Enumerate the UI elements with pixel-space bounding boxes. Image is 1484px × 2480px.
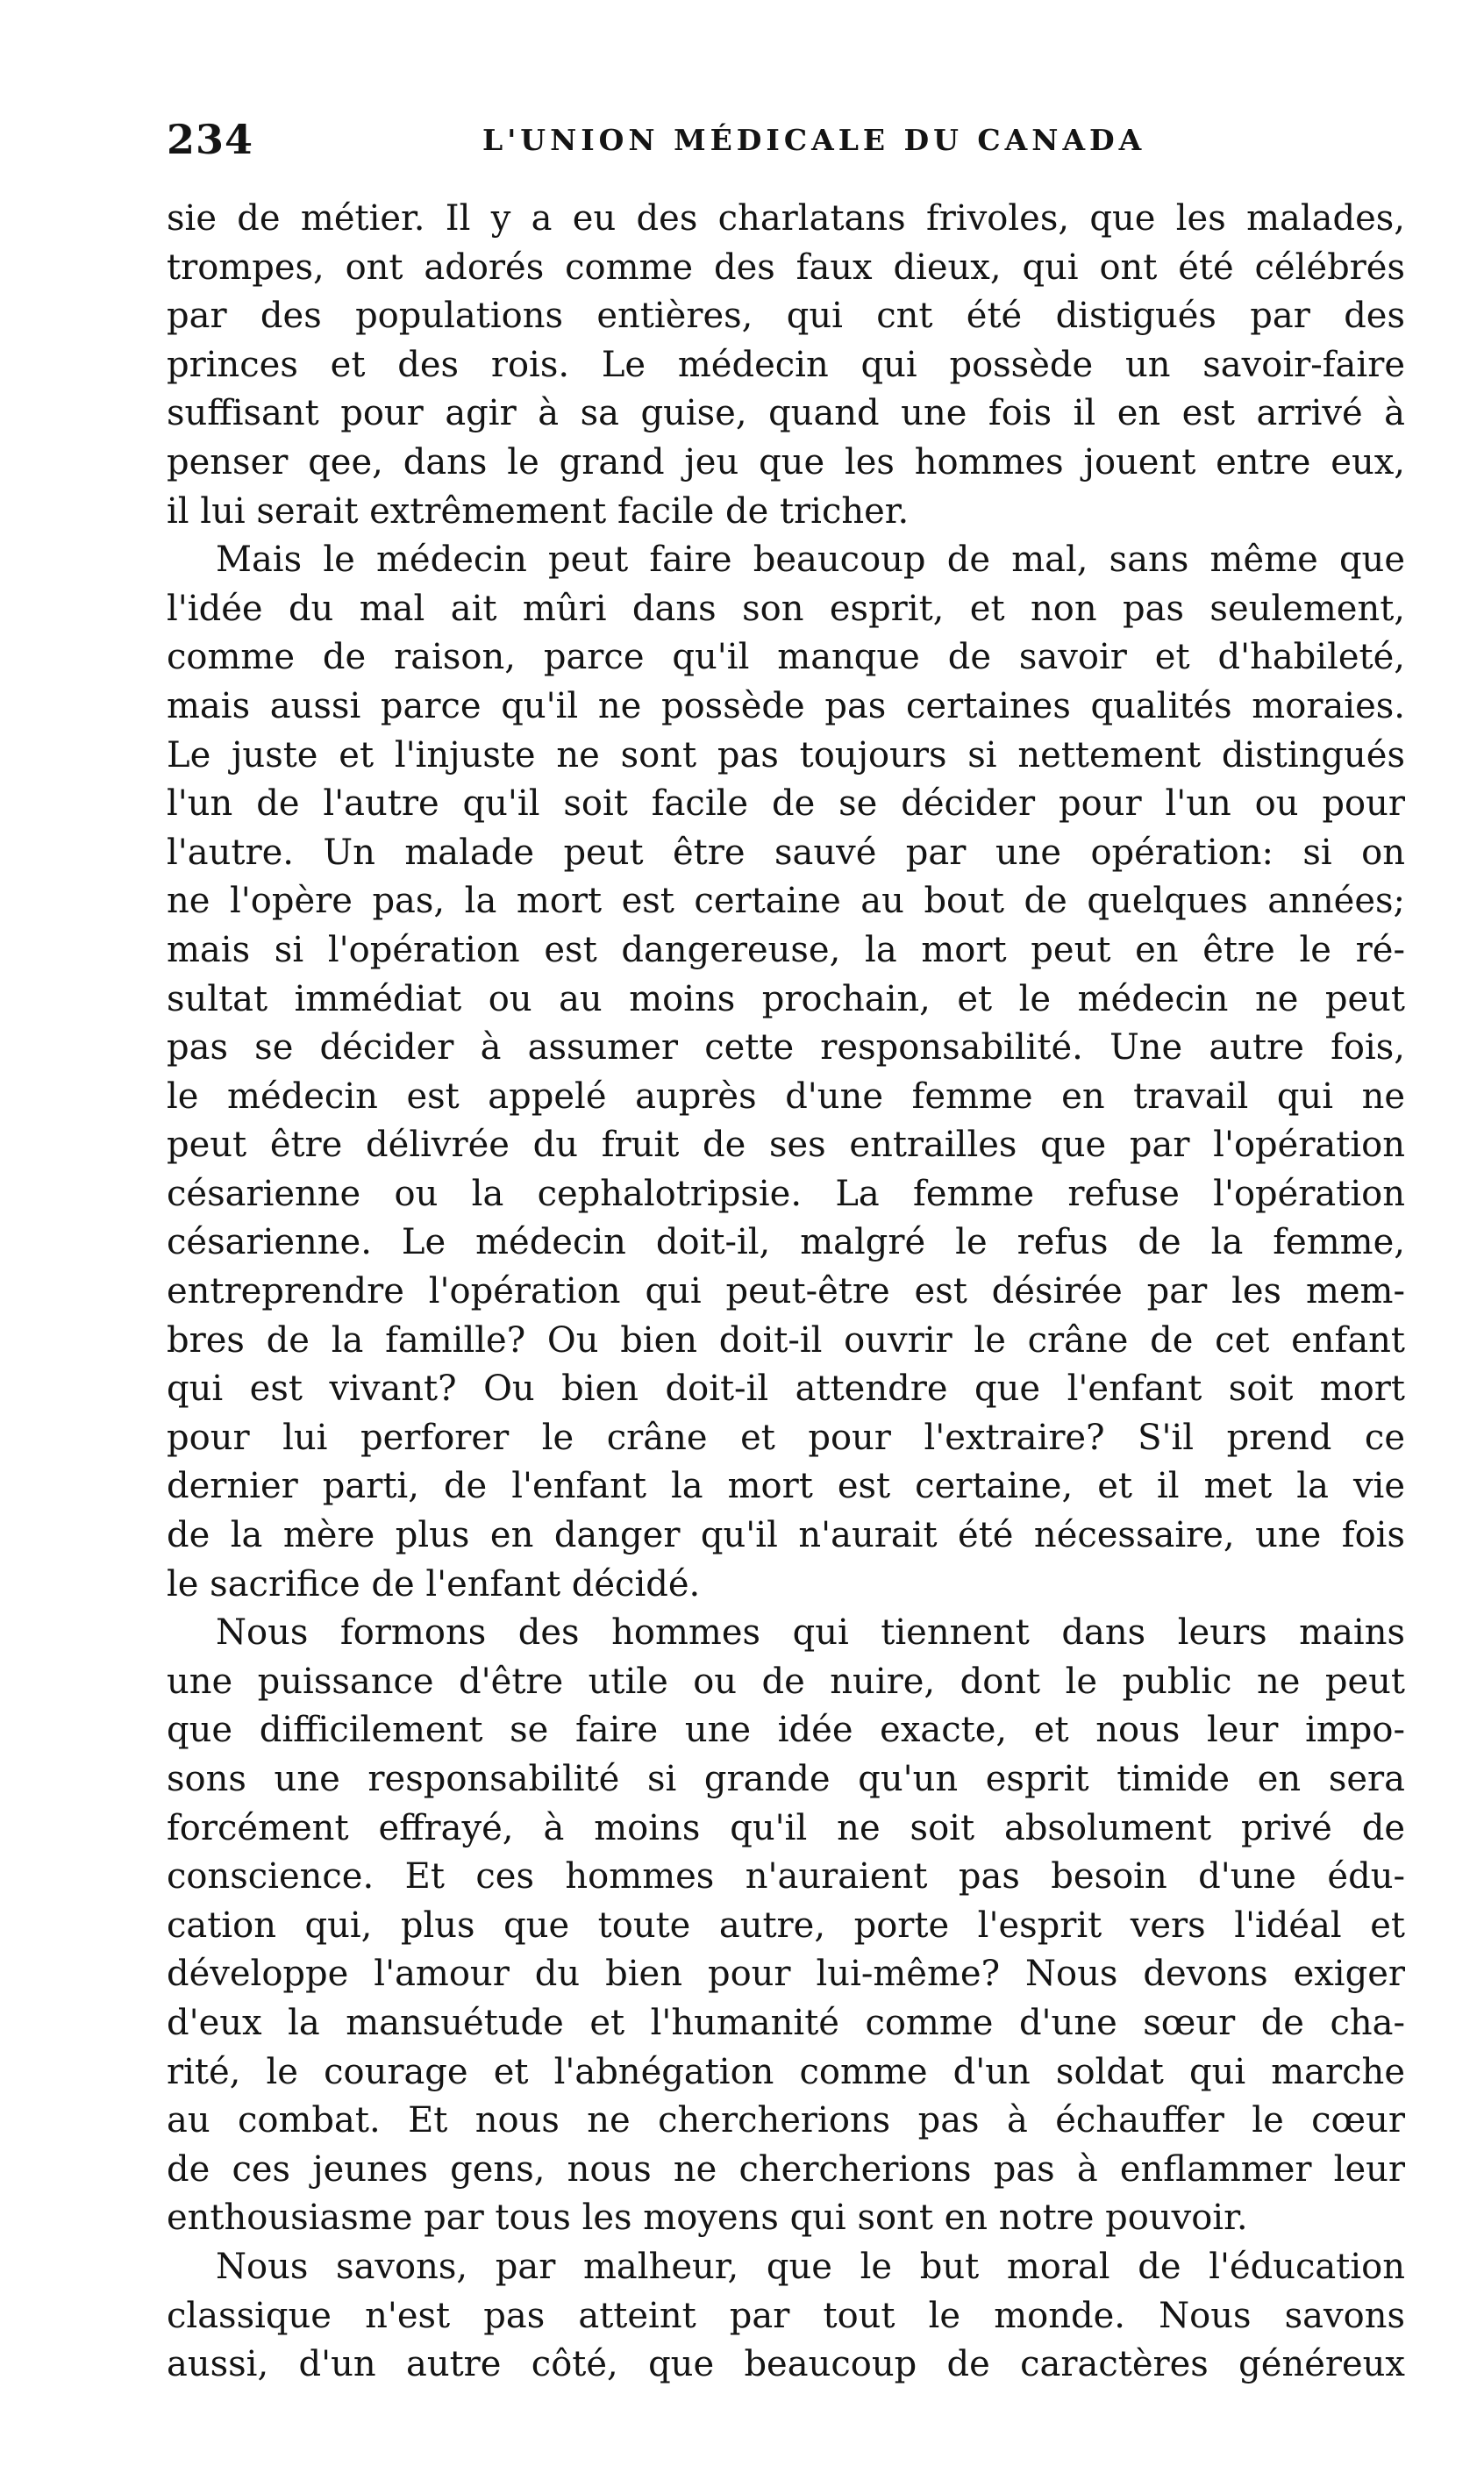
text-line: peut être délivrée du fruit de ses entrailles que par l'opération [167,1125,1405,1166]
text-line: entreprendre l'opération qui peut-être est désirée par les mem- [167,1271,1405,1312]
page-number: 234 [167,116,254,163]
text-line: pour lui perforer le crâne et pour l'extraire? S'il prend ce [167,1417,1405,1458]
text-line: sons une responsabilité si grande qu'un esprit timide en sera [167,1759,1405,1799]
text-line: penser qee, dans le grand jeu que les hommes jouent entre eux, [167,441,1405,482]
text-line: sultat immédiat ou au moins prochain, et le médecin ne peut [167,978,1405,1019]
text-line: le médecin est appelé auprès d'une femme en travail qui ne [167,1076,1405,1117]
text-line: de la mère plus en danger qu'il n'aurait été nécessaire, une fois [167,1515,1405,1556]
paragraph [167,2243,1405,2390]
text-line: le sacrifice de l'enfant décidé. [167,1563,701,1604]
text-line: Nous formons des hommes qui tiennent dans leurs mains [216,1612,1405,1654]
text-line: princes et des rois. Le médecin qui possède un savoir-faire [167,344,1405,385]
text-line: l'autre. Un malade peut être sauvé par une opération: si on [167,832,1405,873]
text-line: qui est vivant? Ou bien doit-il attendre que l'enfant soit mort [167,1369,1405,1410]
text-line: Mais le médecin peut faire beaucoup de mal, sans même que [216,540,1405,581]
text-line: césarienne. Le médecin doit-il, malgré le refus de la femme, [167,1222,1405,1263]
paragraph [167,195,1405,536]
text-line: bres de la famille? Ou bien doit-il ouvrir le crâne de cet enfant [167,1319,1405,1361]
text-line: mais si l'opération est dangereuse, la mort peut en être le ré- [167,929,1405,970]
paragraph [167,1609,1405,2243]
text-line: que difficilement se faire une idée exacte, et nous leur impo- [167,1710,1405,1751]
text-line: l'un de l'autre qu'il soit facile de se décider pour l'un ou pour [167,783,1405,825]
text-line: d'eux la mansuétude et l'humanité comme d'une sœur de cha- [167,2002,1405,2043]
text-line: pas se décider à assumer cette responsabilité. Une autre fois, [167,1027,1405,1068]
running-head: L'UNION MÉDICALE DU CANADA [482,123,1146,157]
text-line: forcément effrayé, à moins qu'il ne soit absolument privé de [167,1807,1405,1848]
text-line: ne l'opère pas, la mort est certaine au bout de quelques années; [167,881,1405,922]
text-line: cation qui, plus que toute autre, porte l'esprit vers l'idéal et [167,1905,1405,1946]
text-line: sie de métier. Il y a eu des charlatans frivoles, que les malades, [167,198,1405,239]
text-line: Le juste et l'injuste ne sont pas toujours si nettement distingués [167,734,1405,775]
text-line: par des populations entières, qui cnt été distigués par des [167,296,1405,337]
text-line: une puissance d'être utile ou de nuire, dont le public ne peut [167,1661,1405,1702]
text-line: suffisant pour agir à sa guise, quand une fois il en est arrivé à [167,393,1405,434]
text-line: rité, le courage et l'abnégation comme d'un soldat qui marche [167,2051,1405,2092]
text-line: de ces jeunes gens, nous ne chercherions pas à enflammer leur [167,2148,1405,2190]
text-line: aussi, d'un autre côté, que beaucoup de caractères généreux [167,2344,1405,2385]
text-line: au combat. Et nous ne chercherions pas à échauffer le cœur [167,2100,1405,2141]
text-line: conscience. Et ces hommes n'auraient pas besoin d'une édu- [167,1856,1405,1898]
text-line: comme de raison, parce qu'il manque de savoir et d'habileté, [167,637,1405,678]
text-line: classique n'est pas atteint par tout le monde. Nous savons [167,2295,1405,2336]
text-line: trompes, ont adorés comme des faux dieux, qui ont été célébrés [167,247,1405,288]
text-line: césarienne ou la cephalotripsie. La femme refuse l'opération [167,1173,1405,1214]
text-line: dernier parti, de l'enfant la mort est certaine, et il met la vie [167,1466,1405,1507]
text-line: mais aussi parce qu'il ne possède pas certaines qualités moraies. [167,685,1405,726]
text-line: Nous savons, par malheur, que le but moral de l'éducation [216,2246,1405,2287]
text-line: enthousiasme par tous les moyens qui sont en notre pouvoir. [167,2198,1248,2239]
body-text [167,195,1405,2390]
text-line: l'idée du mal ait mûri dans son esprit, et non pas seulement, [167,588,1405,629]
text-line: développe l'amour du bien pour lui-même? Nous devons exiger [167,1954,1405,1995]
page-header [167,116,1405,168]
paragraph [167,536,1405,1609]
text-line: il lui serait extrêmement facile de tricher. [167,490,910,532]
